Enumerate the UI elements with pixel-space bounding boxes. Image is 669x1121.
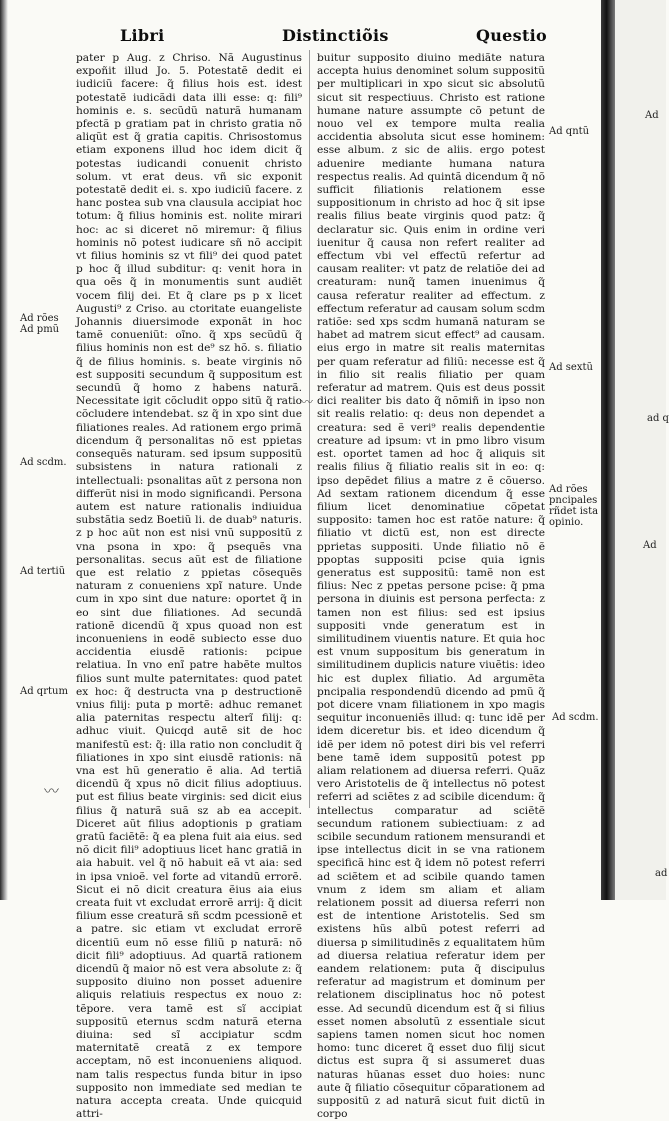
margin-note-ad-rones-principales: Ad rões pncipales rñdet ista opinio. [549, 484, 599, 528]
margin-note-ad-quartum: Ad qrtum [20, 686, 68, 697]
margin-note-ad-rones: Ad rões [20, 313, 59, 324]
margin-note-ad-secundum-left: Ad scdm. [20, 457, 67, 468]
margin-note-ad-sextum: Ad sextũ [549, 362, 593, 373]
column-right-text: buitur supposito diuino mediãte natura accepta huius denominet solum suppositũ per multiplicari in xpo sicut sic absolutũ sicut sit respectiuus. Christo est ratione humane nature assumpte cõ petunt de nouo vel ex tempore multa realia accidentia absoluta sicut esse hominem: esse album. z sic de aliis. ergo potest aduenire mediante humana natura respectus realis. Ad quintã dicendum q̃ nõ sufficit filiationis relationem esse suppositionum in christo ad hoc q̃ sit ipse realis filius beate virginis quod patz: q̃ declaratur sic. Quis enim in ordine veri iuenitur q̃ causa non refert realiter ad effectum vbi vel effectũ refertur ad causam realiter: vt patz de relatiõe dei ad creaturam: nunq̃ tamen inuenimus q̃ causa referatur realiter ad effectum. z effectum referatur ad causam solum scdm ratiõe: sed xps scdm humanã naturam se habet ad matrem sicut effect⁹ ad causam. eius ergo in matre sit realis maternitas per quam referatur ad filiũ: necesse est q̃ in filio sit realis filiatio per quam referatur ad matrem. Quis est deus possit dici realiter bis dato q̃ nõmiñ in ipso non sit realis relatio: q: deus non dependet a creatura: sed ẽ veri⁹ realis dependentie creature ad ipsum: vt in pmo libro visum est. oportet tamen ad hoc q̃ aliquis sit realis filius q̃ filiatio realis sit in eo: q: ipso depẽdet filius a matre z ẽ cõuerso. Ad sextam rationem dicendum q̃ esse filium licet denominatiue cõpetat supposito: tamen hoc est ratõe nature: q̃ filiatio vt dictũ est, non est directe pprietas suppositi. Unde filiatio nõ ẽ ppoptas suppositi pcise quia ignis generatus est suppositũ: tamẽ non est filius: Nec z ppetas persone pcise: q̃ pma persona in diuinis est persona perfecta: z tamen non est filius: sed est ipsius suppositi vnde generatum est in similitudinem viuentis nature. Et quia hoc est vnum suppositum bis generatum in similitudinem duplicis nature viuẽtis: ideo hic est duplex filiatio. Ad argumẽta pncipalia respondendũ dicendo ad pmũ q̃ pot dicere vnam filiationem in xpo magis sequitur inconueniẽs illud: q: tunc idẽ per idem diceretur bis. et ideo dicendum q̃ idẽ per idem nõ potest diri bis vel referri bene tamẽ idem suppositũ potest pp aliam relationem ad diuersa referri. Quãz vero Aristotelis de q̃ intellectus nõ potest referri ad sciẽtes z ad scibile dicendum: q̃ intellectus comparatur ad sciẽtẽ secundum rationem subiectiuam: z ad scibile secundum rationem mensurandi et ipse intellectus dicit in se vna rationem specificã hinc est q̃ idem nõ potest referri ad sciẽtem et ad scibile quando tamen vnum z idem sm aliam et aliam relationem possit ad diuersa referri non est de intentione Aristotelis. Sed sm existens hũs albũ potest referri ad diuersa p similitudinẽs z equalitatem hũm ad diuersa relatiua referatur idem per eandem relationem: puta q̃ discipulus referatur ad magistrum et dominum per relationem disciplinatus hoc nõ potest esse. Ad secundũ dicendum est q̃ si filius esset nomen absolutũ z essentiale sicut sapiens tamen nomen sicut hoc nomen homo: tunc diceret q̃ esset duo filij sicut dictus est supra q̃ si assumeret duas naturas hũanas esset duo hoies: nunc aute q̃ filiatio cõsequitur cõparationem ad suppositũ z ad naturã sicut fuit dictũ in corpo [317, 52, 545, 1121]
facing-page-note-c: Ad [643, 540, 657, 551]
manuscript-mark-left-icon: 〰 [44, 782, 60, 800]
running-head-questio: Questio [476, 26, 547, 45]
page-gutter-edge [601, 0, 615, 900]
column-divider [309, 50, 310, 808]
facing-page-note-b: ad q [647, 413, 669, 424]
text-column-right [317, 52, 545, 1121]
text-column-left [76, 52, 302, 1121]
facing-page-note-a: Ad [645, 110, 659, 121]
margin-note-ad-quintum: Ad qntũ [549, 126, 590, 137]
running-head-distinctionis: Distinctiõis [282, 26, 389, 45]
manuscript-mark-center-icon: 〰 [301, 395, 314, 409]
facing-page-strip [615, 0, 669, 900]
binding-shadow [0, 0, 8, 900]
running-head-libri: Libri [120, 26, 165, 45]
column-left-text: pater p Aug. z Chriso. Nã Augustinus expoñit illud Jo. 5. Potestatẽ dedit ei iudiciũ facere: q̃ filius hois est. idest potestatẽ iudicãdi data illi esse: q: fili⁹ hominis e. s. secũdũ naturã humanam pfectã p gratiam pat in christo gratia nõ aliqũt est q̃ gratia capitis. Chrisostomus etiam exponens illud hoc idem dicit q̃ potestas iudicandi conuenit christo solum. vt erat deus. vñ sic exponit potestatẽ dedit ei. s. xpo iudiciũ facere. z hanc postea sub vna clausula accipiat hoc totum: q̃ filius hominis est. nolite mirari hoc: ac si diceret nõ miremur: q̃ filius hominis nõ potest iudicare sñ nõ accipit vt filius hominis sz vt fili⁹ dei quod patet p hoc q̃ illud subditur: q: venit hora in qua oẽs q̃ in monumentis sunt audiẽt vocem filij dei. Et q̃ clare ps p x licet Augusti⁹ z Criso. au ctoritate euangeliste Johannis diuersimode exponãt in hoc tamẽ conueniũt: oĩno. q̃ xps secũdũ q̃ filius hominis non est de⁹ sz hõ. s. filiatio q̃ de filius hominis. s. beate virginis nõ est suppositi secundum q̃ suppositum est secundũ q̃ homo z habens naturã. Necessitate igit cõcludit oppo sitũ q̃ ratio cõcludere intendebat. sz q̃ in xpo sint due filiationes reales. Ad rationem ergo primã dicendum q̃ personalitas nõ est ppietas consequẽs naturam. sed ipsum suppositũ subsistens in natura rationali z intellectuali: psonalitas aũt z persona non differũt nisi in modo significandi. Persona autem est nature rationalis indiuidua substãtia sedz Boetiũ li. de duab⁹ naturis. z p hoc aũt non est nisi vnũ suppositũ z vna psona in xpo: q̃ psequẽs vna personalitas. secus aũt est de filiatione que est relatio z ppietas cõsequẽs naturam z conueniens xpĩ nature. Unde cum in xpo sint due nature: oportet q̃ in eo sint due filiationes. Ad secundã rationẽ dicendũ q̃ xpus quoad non est inconueniens in eodẽ subiecto esse duo accidentia eiusdẽ rationis: pcipue relatiua. In vno enĩ patre habẽte multos filios sunt multe paternitates: quod patet ex hoc: q̃ destructa vna p destructionẽ vnius filij: puta p mortẽ: adhuc remanet alia paternitas respectu alterĩ filij: q: adhuc viuit. Quicqd autẽ sit de hoc manifestũ est: q̃: illa ratio non concludit q̃ filiationes in xpo sint eiusdẽ rationis: nã vna est hũ generatio ẽ alia. Ad tertiã dicendũ q̃ xpus nõ dicit filius adoptiuus. put est filius beate virginis: sed dicit eius filius q̃ naturã suã sz ab ea accepit. Diceret aũt filius adoptionis p gratiam gratũ faciẽtẽ: q̃ ea plena fuit aia eius. sed nõ dicit fili⁹ adoptiuus licet hanc gratiã in aia habuit. vel q̃ nõ habuit eã vt aia: sed in ipsa vnioẽ. vel forte ad vitandũ errorẽ. Sicut ei nõ dicit creatura ẽius aia eius creata fuit vt excludat errorẽ arrij: q̃ dicit filium esse creaturã sñ scdm pcessionẽ et a patre. sic etiam vt excludat errorẽ dicentiũ eum nõ esse filiũ p naturã: nõ dicit fili⁹ adoptiuus. Ad quartã rationem dicendũ q̃ maior nõ est vera absolute z: q̃ supposito diuino non posset aduenire aliquis relatiuis respectus ex nouo z: tẽpore. vera tamẽ est sĩ accipiat suppositũ eternus scdm naturã eterna diuina: sed sĩ accipiatur scdm maternitatẽ creatã z ex tempore acceptam, nõ est inconueniens aliquod. nam talis respectus funda bitur in ipso supposito non immediate sed median te natura accepta creata. Unde quicquid attri- [76, 52, 302, 1121]
margin-note-ad-primum: Ad pmũ [20, 324, 60, 335]
margin-note-ad-tertium: Ad tertiũ [20, 566, 66, 577]
facing-page-note-d: ad [655, 868, 668, 879]
margin-note-ad-secundum-right: Ad scdm. [552, 712, 599, 723]
